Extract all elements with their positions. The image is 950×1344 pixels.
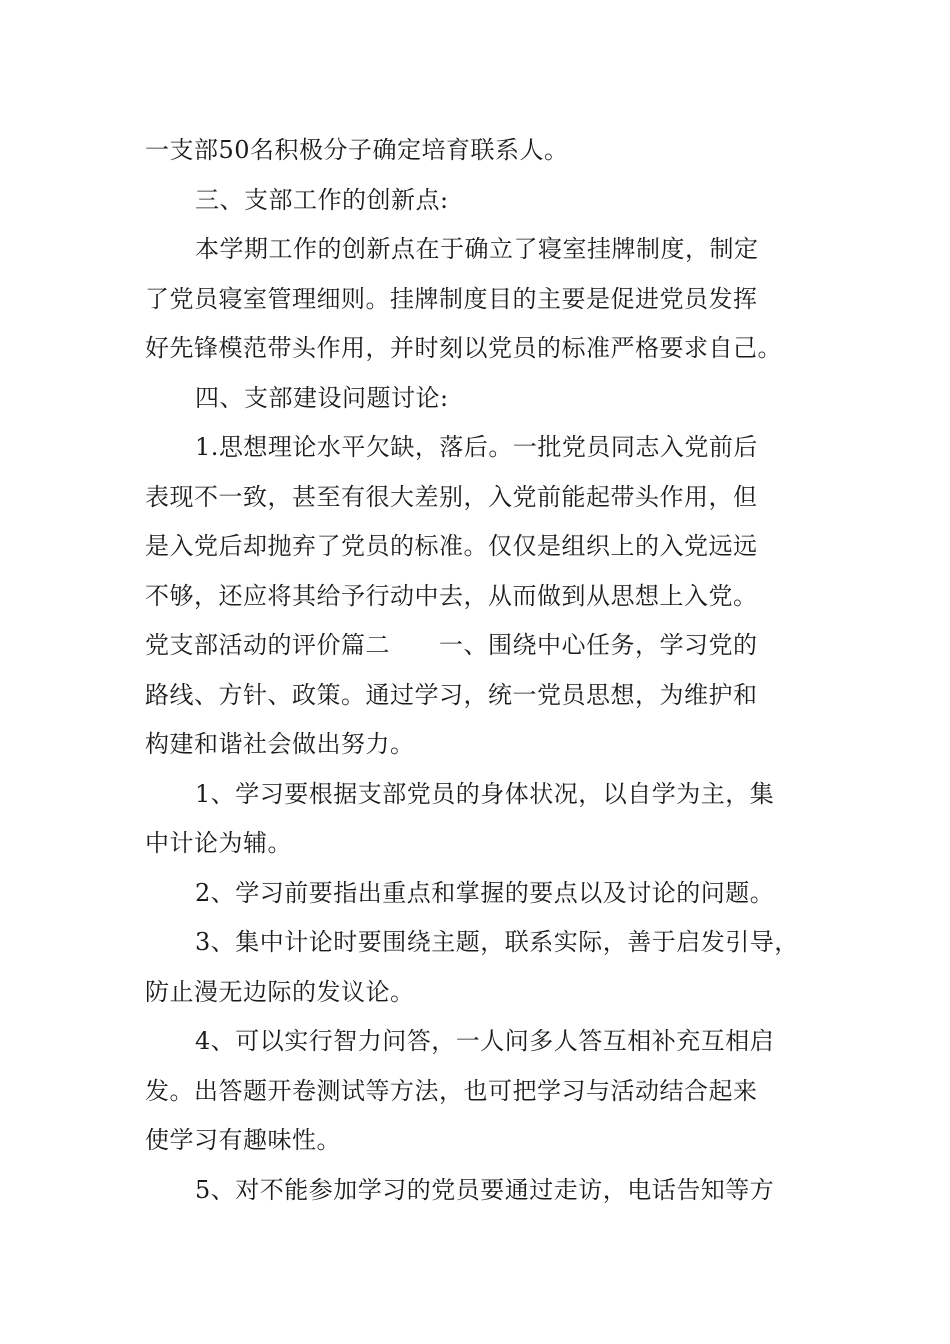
text-line: 防止漫无边际的发议论。 bbox=[145, 978, 415, 1006]
text-line: 好先锋模范带头作用，并时刻以党员的标准严格要求自己。 bbox=[145, 334, 782, 362]
text-line: 3、集中计论时要围绕主题，联系实际，善于启发引导， bbox=[195, 928, 799, 956]
text-line: 本学期工作的创新点在于确立了寝室挂牌制度，制定 bbox=[195, 235, 759, 263]
text-line: 2、学习前要指出重点和掌握的要点以及讨论的问题。 bbox=[195, 879, 775, 907]
text-line: 中计论为辅。 bbox=[145, 829, 292, 857]
section-heading: 四、支部建设问题讨论: bbox=[195, 384, 449, 412]
text-line: 表现不一致，甚至有很大差别，入党前能起带头作用，但 bbox=[145, 483, 758, 511]
text-line: 了党员寝室管理细则。挂牌制度目的主要是促进党员发挥 bbox=[145, 285, 758, 313]
text-line: 发。出答题开卷测试等方法，也可把学习与活动结合起来 bbox=[145, 1077, 758, 1105]
text-line: 1.思想理论水平欠缺，落后。一批党员同志入党前后 bbox=[195, 433, 758, 461]
text-line: 不够，还应将其给予行动中去，从而做到从思想上入党。 bbox=[145, 582, 758, 610]
text-line: 构建和谐社会做出努力。 bbox=[145, 730, 415, 758]
text-line: 1、学习要根据支部党员的身体状况，以自学为主，集 bbox=[195, 780, 775, 808]
text-line: 路线、方针、政策。通过学习，统一党员思想，为维护和 bbox=[145, 681, 758, 709]
section-heading: 三、支部工作的创新点: bbox=[195, 186, 449, 214]
text-line: 一支部50名积极分子确定培育联系人。 bbox=[145, 136, 569, 164]
text-line: 使学习有趣味性。 bbox=[145, 1126, 341, 1154]
text-line: 4、可以实行智力问答，一人问多人答互相补充互相启 bbox=[195, 1027, 775, 1055]
text-line: 5、对不能参加学习的党员要通过走访，电话告知等方 bbox=[195, 1176, 775, 1204]
text-line: 党支部活动的评价篇二 一、围绕中心任务，学习党的 bbox=[145, 631, 758, 659]
text-line: 是入党后却抛弃了党员的标准。仅仅是组织上的入党远远 bbox=[145, 532, 758, 560]
